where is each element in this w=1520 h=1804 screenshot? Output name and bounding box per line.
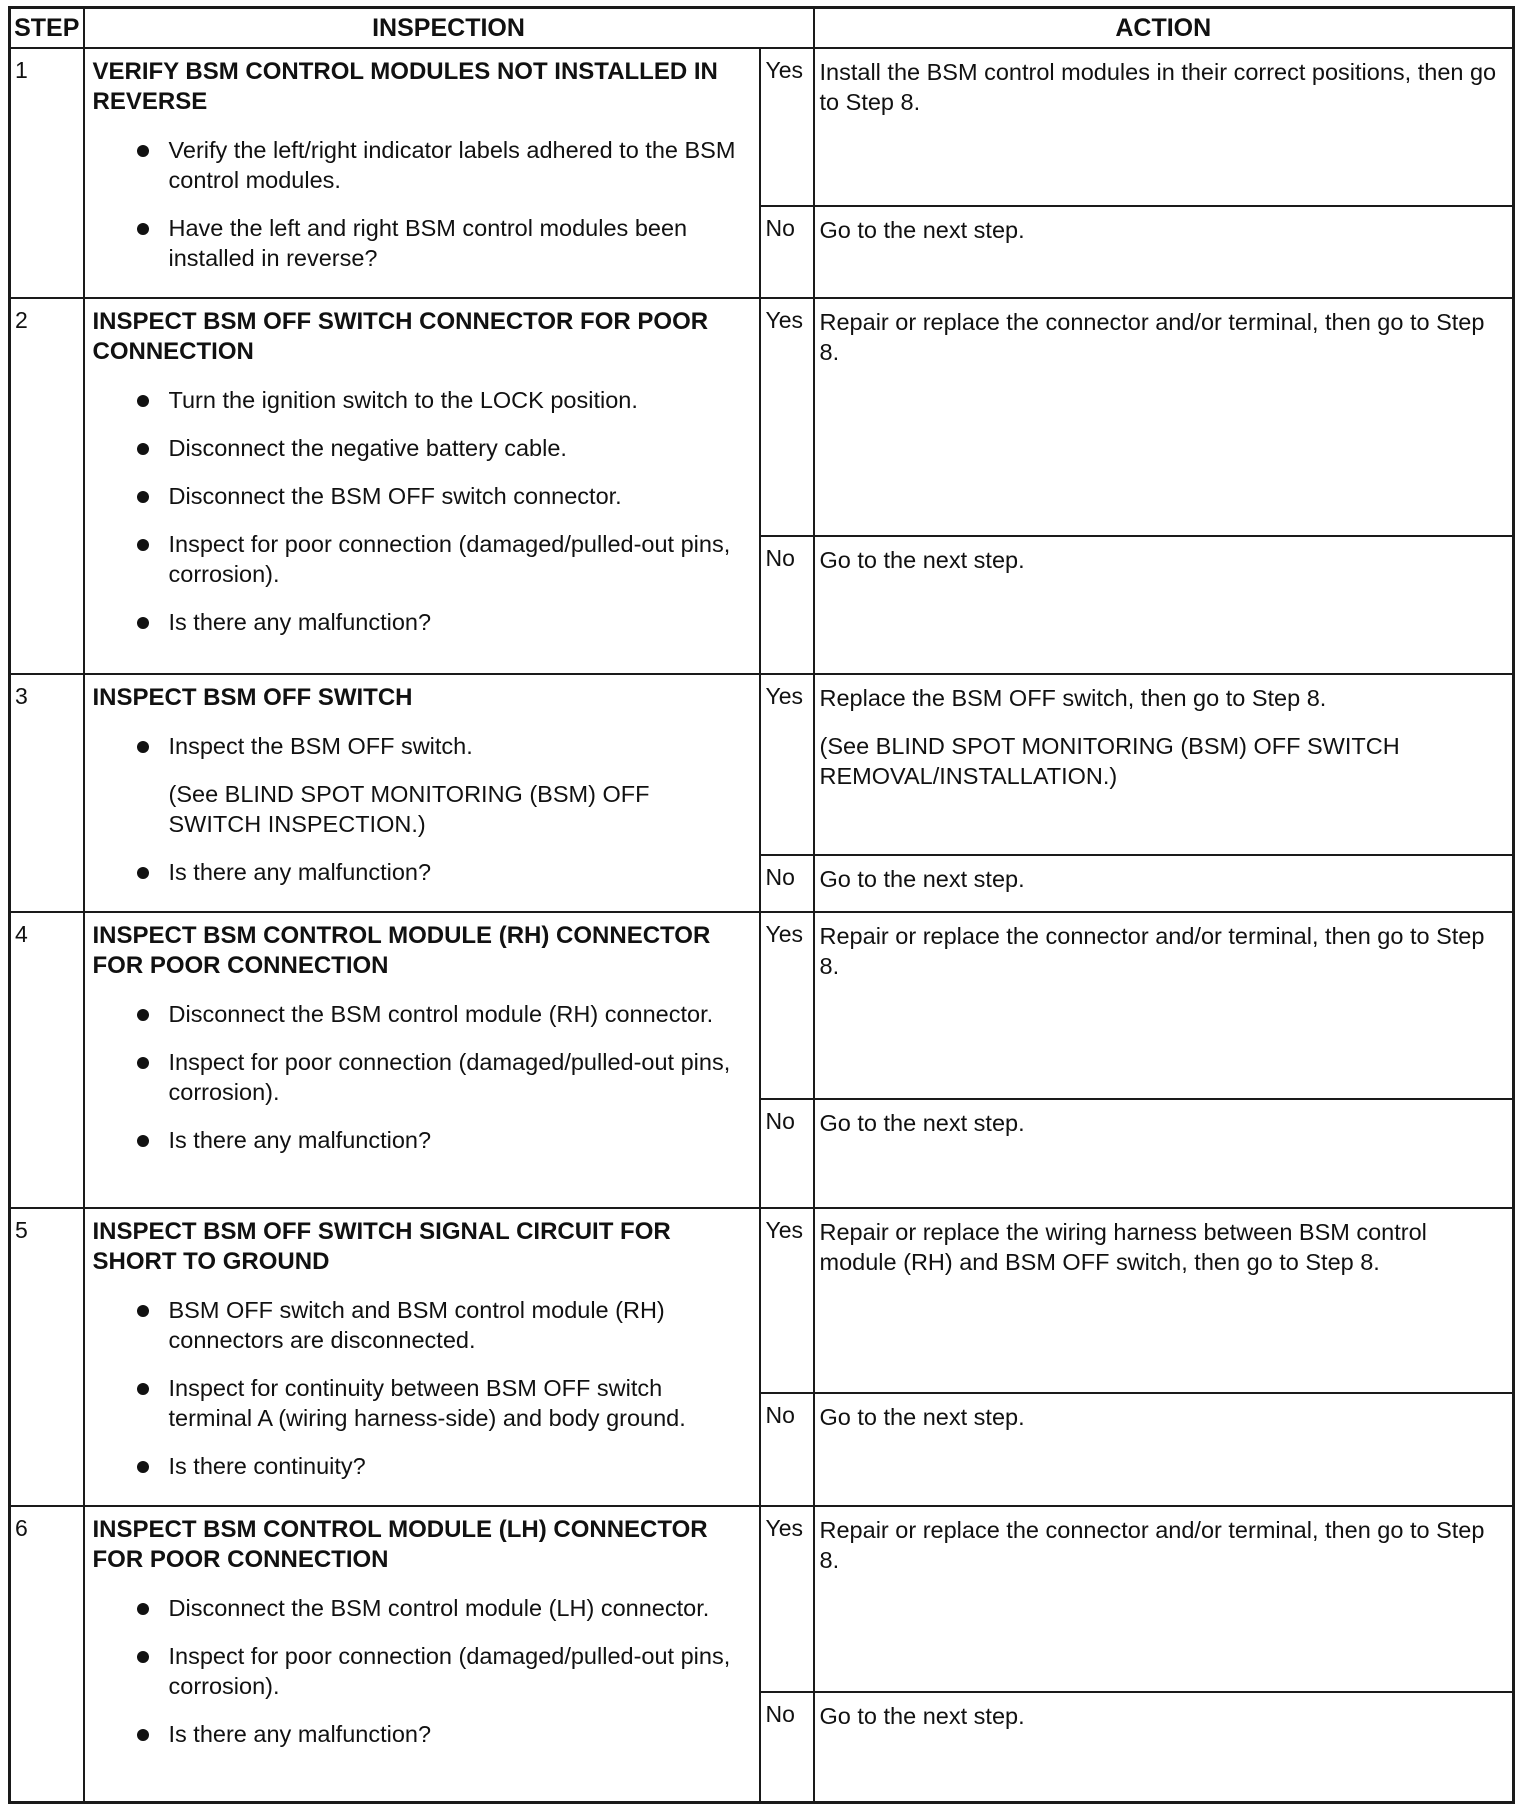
action-text: Go to the next step.: [819, 1110, 1025, 1136]
bullet-dot-icon: [137, 1135, 149, 1147]
inspection-bullet: [93, 135, 749, 195]
action-text: Replace the BSM OFF switch, then go to Step 8.: [819, 685, 1327, 711]
bullet-text: BSM OFF switch and BSM control module (RH) connectors are disconnected.: [168, 1297, 665, 1353]
action-text: Repair or replace the connector and/or terminal, then go to Step 8.: [819, 923, 1485, 979]
step-rows: [10, 48, 1514, 1802]
inspection-bullet: [93, 1451, 749, 1481]
bullet-dot-icon: [137, 1603, 149, 1615]
inspection-bullet: [93, 731, 749, 839]
inspection-bullet: [93, 1373, 749, 1433]
inspection-bullet: [93, 607, 749, 637]
step-row-yes: [10, 298, 1514, 536]
bullet-dot-icon: [137, 1009, 149, 1021]
step-title: INSPECT BSM OFF SWITCH CONNECTOR FOR POOR CONNECTION: [92, 308, 709, 365]
inspection-cell: [84, 1208, 760, 1506]
no-label: No: [760, 536, 814, 674]
no-action: [814, 1393, 1514, 1506]
no-action: [814, 1692, 1514, 1802]
bullet-dot-icon: [137, 539, 149, 551]
action-text: Go to the next step.: [819, 547, 1025, 573]
yes-action: [814, 912, 1514, 1099]
inspection-bullet: [93, 1125, 749, 1155]
bullet-dot-icon: [137, 1729, 149, 1741]
no-label: No: [760, 1099, 814, 1208]
bullet-dot-icon: [137, 1651, 149, 1663]
bullet-reference: (See BLIND SPOT MONITORING (BSM) OFF SWITCH INSPECTION.): [168, 781, 650, 837]
action-text: Repair or replace the wiring harness between BSM control module (RH) and BSM OFF switch, then go to Step 8.: [819, 1219, 1427, 1275]
bullet-text: Is there continuity?: [168, 1453, 366, 1479]
inspection-bullet: [93, 529, 749, 589]
bullet-dot-icon: [137, 223, 149, 235]
bullet-dot-icon: [137, 1461, 149, 1473]
no-action: [814, 1099, 1514, 1208]
bullet-text: Inspect for poor connection (damaged/pulled-out pins, corrosion).: [168, 1049, 731, 1105]
step-row-yes: [10, 48, 1514, 206]
no-action: [814, 855, 1514, 912]
yes-action: [814, 1506, 1514, 1692]
yes-action: [814, 48, 1514, 206]
inspection-bullet: [93, 857, 749, 887]
yes-label: Yes: [760, 912, 814, 1099]
action-text: (See BLIND SPOT MONITORING (BSM) OFF SWITCH REMOVAL/INSTALLATION.): [819, 733, 1400, 789]
diagnostic-table: [8, 6, 1515, 1804]
inspection-bullet: [93, 1047, 749, 1107]
action-text: Go to the next step.: [819, 866, 1025, 893]
bullet-text: Is there any malfunction?: [168, 1127, 432, 1153]
yes-label: Yes: [760, 298, 814, 536]
yes-label: Yes: [760, 48, 814, 206]
action-text: Go to the next step.: [819, 1403, 1025, 1430]
step-number: 4: [10, 912, 84, 1208]
bullet-text: Disconnect the BSM control module (RH) connector.: [168, 1001, 714, 1027]
yes-label: Yes: [760, 1208, 814, 1393]
bullet-text: Disconnect the BSM control module (LH) connector.: [168, 1595, 710, 1621]
header-row: [10, 8, 1514, 49]
bullet-text: Verify the left/right indicator labels adhered to the BSM control modules.: [168, 137, 736, 193]
no-label: No: [760, 855, 814, 912]
yes-action: [814, 1208, 1514, 1393]
bullet-text: Have the left and right BSM control modules been installed in reverse?: [168, 215, 688, 271]
inspection-bullet: [93, 1295, 749, 1355]
no-action: [814, 536, 1514, 674]
inspection-cell: [84, 912, 760, 1208]
step-number: 1: [10, 48, 84, 298]
bullet-text: Disconnect the negative battery cable.: [168, 435, 567, 461]
inspection-bullet: [93, 213, 749, 273]
inspection-cell: [84, 1506, 760, 1802]
action-text: Go to the next step.: [819, 216, 1025, 243]
action-text: Repair or replace the connector and/or terminal, then go to Step 8.: [819, 309, 1485, 365]
inspection-bullet: [93, 1641, 749, 1701]
no-label: No: [760, 1393, 814, 1506]
inspection-bullet: [93, 433, 749, 463]
yes-action: [814, 674, 1514, 855]
step-row-yes: [10, 912, 1514, 1099]
inspection-cell: [84, 298, 760, 674]
step-row-yes: [10, 674, 1514, 855]
bullet-dot-icon: [137, 1383, 149, 1395]
bullet-dot-icon: [137, 491, 149, 503]
no-label: No: [760, 206, 814, 298]
step-row-yes: [10, 1208, 1514, 1393]
bullet-dot-icon: [137, 741, 149, 753]
step-title: INSPECT BSM OFF SWITCH: [92, 684, 413, 711]
action-text: Install the BSM control modules in their correct positions, then go to Step 8.: [819, 59, 1497, 115]
bullet-text: Inspect for poor connection (damaged/pulled-out pins, corrosion).: [168, 1643, 731, 1699]
bullet-text: Is there any malfunction?: [168, 609, 432, 635]
header-inspection: INSPECTION: [84, 8, 814, 49]
yes-label: Yes: [760, 674, 814, 855]
bullet-text: Disconnect the BSM OFF switch connector.: [168, 483, 622, 509]
action-text: Go to the next step.: [819, 1703, 1025, 1729]
step-row-yes: [10, 1506, 1514, 1692]
no-label: No: [760, 1692, 814, 1802]
bullet-dot-icon: [137, 867, 149, 879]
yes-label: Yes: [760, 1506, 814, 1692]
bullet-dot-icon: [137, 443, 149, 455]
bullet-text: Inspect the BSM OFF switch.: [168, 733, 473, 759]
inspection-bullet: [93, 999, 749, 1029]
step-title: INSPECT BSM CONTROL MODULE (LH) CONNECTOR FOR POOR CONNECTION: [92, 1516, 708, 1573]
no-action: [814, 206, 1514, 298]
bullet-dot-icon: [137, 617, 149, 629]
inspection-bullet: [93, 385, 749, 415]
bullet-dot-icon: [137, 395, 149, 407]
inspection-bullet: [93, 1719, 749, 1749]
step-number: 6: [10, 1506, 84, 1802]
step-number: 5: [10, 1208, 84, 1506]
bullet-text: Inspect for continuity between BSM OFF switch terminal A (wiring harness-side) and body ground.: [168, 1375, 686, 1431]
step-number: 2: [10, 298, 84, 674]
inspection-bullet: [93, 1593, 749, 1623]
bullet-dot-icon: [137, 145, 149, 157]
bullet-text: Is there any malfunction?: [168, 1721, 432, 1747]
inspection-cell: [84, 674, 760, 912]
step-number: 3: [10, 674, 84, 912]
inspection-cell: [84, 48, 760, 298]
bullet-text: Turn the ignition switch to the LOCK position.: [168, 387, 638, 413]
yes-action: [814, 298, 1514, 536]
bullet-text: Inspect for poor connection (damaged/pulled-out pins, corrosion).: [168, 531, 731, 587]
troubleshooting-sheet: [8, 6, 1512, 1804]
bullet-dot-icon: [137, 1057, 149, 1069]
header-action: ACTION: [814, 8, 1514, 49]
inspection-bullet: [93, 481, 749, 511]
bullet-dot-icon: [137, 1305, 149, 1317]
bullet-text: Is there any malfunction?: [168, 859, 432, 885]
action-text: Repair or replace the connector and/or terminal, then go to Step 8.: [819, 1517, 1485, 1573]
header-step: STEP: [10, 8, 84, 49]
step-title: INSPECT BSM CONTROL MODULE (RH) CONNECTOR FOR POOR CONNECTION: [92, 922, 711, 979]
step-title: INSPECT BSM OFF SWITCH SIGNAL CIRCUIT FOR SHORT TO GROUND: [92, 1218, 671, 1275]
step-title: VERIFY BSM CONTROL MODULES NOT INSTALLED IN REVERSE: [92, 58, 718, 115]
